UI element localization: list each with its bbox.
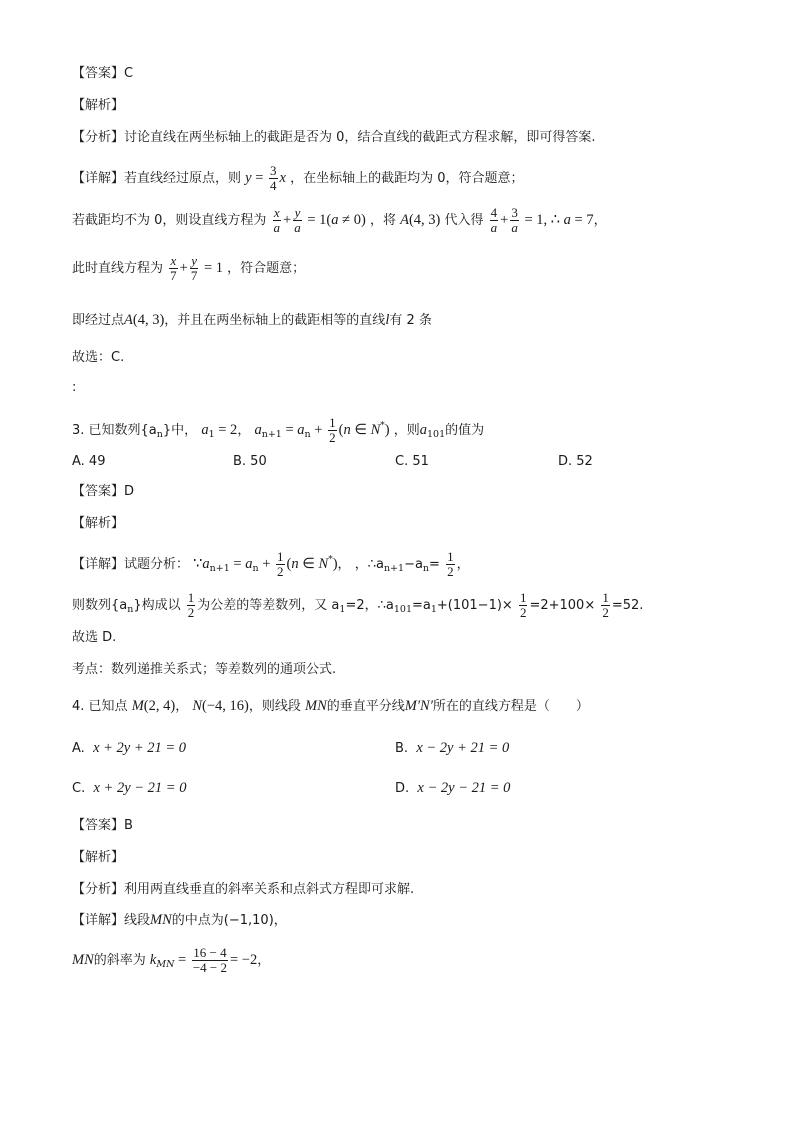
q3-detail-line-2: 则数列$\{a_n\}$构成以 $\frac{1}{2}$ 为公差的等差数列，又 $a_1=2$，$\therefore a_{101}=a_1+(101-1)\times$ $\frac{1}{2}$ =2+100× $\frac{1}{2}$ =52. bbox=[72, 590, 644, 620]
choose-line-3: 故选 D. bbox=[72, 630, 117, 645]
question-4-stem: 4. 已知点 M(2, 4)， N(−4, 16)，则线段 MN的垂直平分线M′N′所在的直线方程是（ ） bbox=[72, 698, 589, 714]
detail-line-3: 此时直线方程为 $\frac{x}{7}$ + $\frac{y}{7}$ = 1 ，符合题意； bbox=[72, 253, 306, 283]
slope-fraction: $\frac{16 - 4}{-4 - 2}$ bbox=[192, 945, 227, 975]
q3-option-c: C. 51 bbox=[395, 454, 429, 469]
answer-line-3: 【答案】D bbox=[72, 484, 135, 499]
choose-line-1: 故选：C. bbox=[72, 350, 125, 365]
q3-option-a: A. 49 bbox=[72, 454, 106, 469]
answer-line-1 bbox=[72, 64, 133, 84]
analysis-tag-3: 【解析】 bbox=[72, 516, 125, 531]
detail-line-1: 【详解】若直线经过原点，则 y = $\frac{3}{4}$ x ，在坐标轴上的截距均为 0，符合题意； bbox=[72, 163, 524, 193]
colon-mark: : bbox=[72, 380, 77, 395]
fraction-3-4: $\frac{3}{4}$ bbox=[270, 163, 277, 193]
fenxi-line-1: 【分析】讨论直线在两坐标轴上的截距是否为 0，结合直线的截距式方程求解，即可得答案. bbox=[72, 130, 596, 145]
math-y-eq: y bbox=[245, 170, 252, 186]
analysis-tag-1: 【解析】 bbox=[72, 98, 125, 113]
kaodian-line: 考点：数列递推关系式；等差数列的通项公式. bbox=[72, 662, 337, 677]
q4-detail-line-2: MN的斜率为 $k_{MN}$ = $\frac{16 - 4}{-4 - 2}$ = −2， bbox=[72, 945, 271, 975]
detail-line-2: 若截距均不为 0，则设直线方程为 $\frac{x}{a}$ + $\frac{y}{a}$ = 1(a ≠ 0) ，将 A(4, 3) 代入得 $\frac{4}{a}$ + $\frac{3}{a}$ = 1, ∴ a = 7， bbox=[72, 205, 607, 235]
analysis-tag-4: 【解析】 bbox=[72, 850, 125, 865]
q3-option-d: D. 52 bbox=[558, 454, 593, 469]
fenxi-line-4: 【分析】利用两直线垂直的斜率关系和点斜式方程即可求解. bbox=[72, 882, 415, 897]
detail-line-4: 即经过点A(4, 3)，并且在两坐标轴上的截距相等的直线l有 2 条 bbox=[72, 312, 432, 328]
answer-value: C bbox=[124, 66, 134, 81]
q3-option-b: B. 50 bbox=[233, 454, 267, 469]
q4-option-b: B. x − 2y + 21 = 0 bbox=[395, 740, 510, 756]
q4-option-d: D. x − 2y − 21 = 0 bbox=[395, 780, 511, 796]
q3-detail-line-1: 【详解】试题分析： $\because a_{n+1} = a_n$ + $\frac{1}{2}$ (n ∈ N*)， ，$\therefore a_{n+1}-a_n=$ $\frac{1}{2}$ ， bbox=[72, 549, 470, 579]
question-3-stem: 3. 已知数列$\{a_n\}$中， $a_1 = 2$， $a_{n+1} = a_n$ + $\frac{1}{2}$ (n ∈ N*) ，则$a_{101}$的值为 bbox=[72, 415, 485, 445]
q4-option-a: A. x + 2y + 21 = 0 bbox=[72, 740, 187, 756]
q4-option-c: C. x + 2y − 21 = 0 bbox=[72, 780, 187, 796]
q4-detail-line-1: 【详解】线段MN的中点为(−1,10)， bbox=[72, 912, 287, 928]
answer-line-4: 【答案】B bbox=[72, 818, 133, 833]
answer-tag: 【答案】 bbox=[72, 66, 125, 81]
